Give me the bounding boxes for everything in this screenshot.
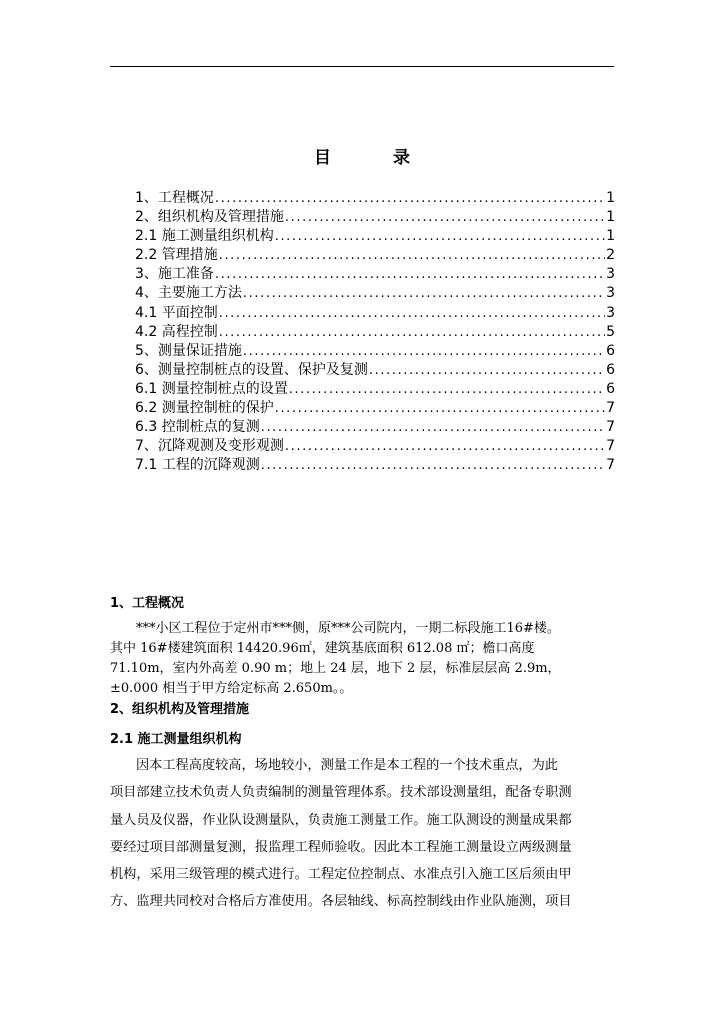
- toc-leader-dots: [214, 189, 605, 208]
- toc-entry-page: 5: [606, 323, 615, 340]
- toc-entry-label: 7.1 工程的沉降观测: [135, 457, 260, 474]
- paragraph-line: 71.10m，室内外高差 0.90 m；地上 24 层，地下 2 层，标准层层高 2.9m，: [110, 661, 561, 676]
- toc-leader-dots: [218, 304, 605, 323]
- toc-leader-dots: [274, 399, 605, 418]
- paragraph-line: 因本工程高度较高，场地较小，测量工作是本工程的一个技术重点，为此: [136, 758, 558, 773]
- toc-entry-label: 4.1 平面控制: [135, 304, 218, 321]
- toc-entry[interactable]: [135, 265, 615, 284]
- paragraph-line: 项目部建立技术负责人负责编制的测量管理体系。技术部设测量组，配备专职测: [110, 785, 572, 801]
- toc-entry-label: 2.1 施工测量组织机构: [135, 228, 274, 245]
- toc-entry-page: 3: [606, 266, 615, 283]
- toc-leader-dots: [274, 227, 605, 246]
- toc-leader-dots: [214, 265, 605, 284]
- toc-leader-dots: [242, 342, 605, 361]
- toc-entry-page: 6: [606, 361, 615, 378]
- toc-entry-label: 4、主要施工方法: [135, 285, 242, 302]
- toc-entry[interactable]: [135, 304, 615, 323]
- paragraph-line: 量人员及仪器，作业队设测量队，负责施工测量工作。施工队测设的测量成果都: [110, 812, 572, 828]
- toc-entry-page: 7: [606, 457, 615, 474]
- paragraph-line: 方、监理共同校对合格后方准使用。各层轴线、标高控制线由作业队施测，项目: [110, 894, 572, 910]
- toc-entry-page: 1: [606, 209, 615, 226]
- toc-entry[interactable]: [135, 323, 615, 342]
- toc-title-char-2: 录: [393, 148, 410, 168]
- toc-entry[interactable]: [135, 246, 615, 265]
- toc-title-char-1: 目: [314, 148, 331, 168]
- toc-leader-dots: [284, 437, 605, 456]
- paragraph-line: ±0.000 相当于甲方给定标高 2.650m。。: [110, 681, 353, 696]
- paragraph-line: ***小区工程位于定州市***侧，原***公司院内，一期二标段施工16#楼。: [136, 621, 560, 636]
- toc-leader-dots: [260, 456, 605, 475]
- toc-entry-page: 6: [606, 380, 615, 397]
- toc-entry-label: 4.2 高程控制: [135, 323, 218, 340]
- toc-entry-label: 1、工程概况: [135, 190, 214, 206]
- toc-entry[interactable]: [135, 456, 615, 475]
- toc-entry[interactable]: [135, 342, 615, 361]
- survey-organization-paragraph: [110, 752, 614, 916]
- toc-entry[interactable]: [135, 227, 615, 246]
- toc-entry-label: 6.2 测量控制桩的保护: [135, 400, 274, 417]
- toc-entry-page: 1: [606, 228, 615, 245]
- table-of-contents: [135, 189, 615, 475]
- section-heading-2: 2、组织机构及管理措施: [110, 702, 250, 717]
- toc-entry-page: 1: [606, 190, 615, 206]
- paragraph-line: 其中 16#楼建筑面积 14420.96㎡，建筑基底面积 612.08 ㎡；檐口高度: [110, 641, 535, 656]
- toc-entry[interactable]: [135, 284, 615, 303]
- toc-leader-dots: [218, 246, 605, 265]
- paragraph-line: 要经过项目部测量复测，报监理工程师验收。因此本工程施工测量设立两级测量: [110, 839, 572, 855]
- toc-entry[interactable]: [135, 208, 615, 227]
- toc-entry-page: 7: [606, 438, 615, 455]
- toc-entry-label: 2、组织机构及管理措施: [135, 209, 284, 226]
- project-overview-paragraph: [110, 619, 614, 699]
- toc-entry-label: 6.3 控制桩点的复测: [135, 419, 260, 436]
- section-heading-1: 1、工程概况: [110, 596, 185, 611]
- toc-entry[interactable]: [135, 189, 615, 208]
- toc-leader-dots: [242, 284, 605, 303]
- toc-entry-label: 6、测量控制桩点的设置、保护及复测: [135, 361, 368, 378]
- toc-entry-page: 7: [606, 419, 615, 436]
- toc-leader-dots: [284, 208, 605, 227]
- section-heading-2-1: 2.1 施工测量组织机构: [110, 732, 242, 747]
- toc-entry-label: 6.1 测量控制桩点的设置: [135, 380, 288, 397]
- toc-leader-dots: [260, 418, 605, 437]
- toc-entry[interactable]: [135, 361, 615, 380]
- toc-entry-page: 7: [606, 400, 615, 417]
- toc-entry-page: 2: [606, 247, 615, 264]
- toc-entry-label: 3、施工准备: [135, 266, 214, 283]
- header-rule: [110, 66, 614, 67]
- toc-entry-page: 3: [606, 285, 615, 302]
- paragraph-line: 机构，采用三级管理的模式进行。工程定位控制点、水准点引入施工区后须由甲: [110, 867, 572, 883]
- toc-entry-label: 5、测量保证措施: [135, 342, 242, 359]
- toc-entry-page: 3: [606, 304, 615, 321]
- toc-entry-label: 7、沉降观测及变形观测: [135, 438, 284, 455]
- toc-entry[interactable]: [135, 399, 615, 418]
- toc-entry-page: 6: [606, 342, 615, 359]
- toc-title: [0, 143, 724, 168]
- toc-leader-dots: [368, 361, 605, 380]
- toc-entry-label: 2.2 管理措施: [135, 247, 218, 264]
- toc-entry[interactable]: [135, 437, 615, 456]
- toc-leader-dots: [218, 323, 605, 342]
- toc-entry[interactable]: [135, 380, 615, 399]
- toc-entry[interactable]: [135, 418, 615, 437]
- toc-leader-dots: [288, 380, 605, 399]
